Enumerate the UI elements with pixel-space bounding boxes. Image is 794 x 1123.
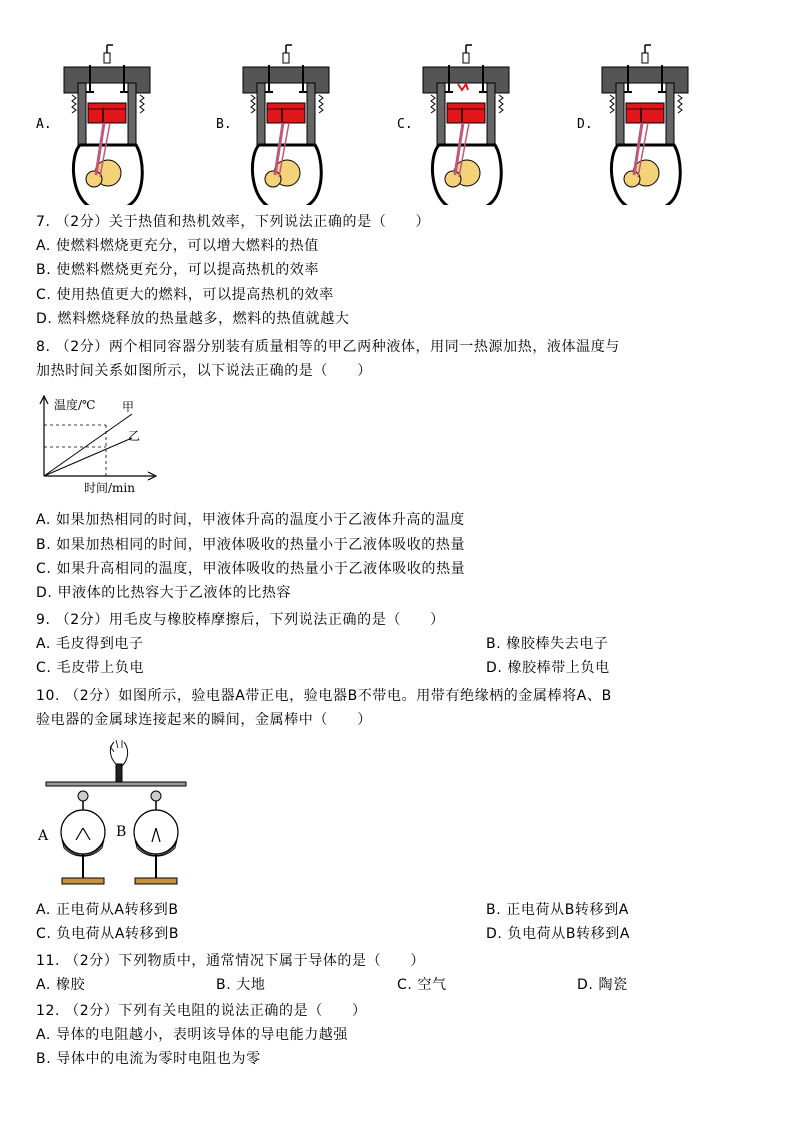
q8-option-b: B. 如果加热相同的时间，甲液体吸收的热量小于乙液体吸收的热量 [36,537,466,553]
q7-option-a: A. 使燃料燃烧更充分，可以增大燃料的热值 [36,238,319,254]
engine-figures [0,0,794,205]
q11-option-a: A. 橡胶 [36,977,86,993]
q7-option-c: C. 使用热值更大的燃料，可以提高热机的效率 [36,287,334,303]
q10-option-d: D. 负电荷从B转移到A [486,926,631,942]
q11-option-b: B. 大地 [216,977,266,993]
insulating-handle [116,764,122,782]
engine-label-b: B. [216,117,232,132]
electroscope-a-ball [78,791,88,801]
q12-stem: 12. （2分）下列有关电阻的说法正确的是（ ） [36,1003,367,1019]
q8-option-d: D. 甲液体的比热容大于乙液体的比热容 [36,585,292,601]
q12-option-a: A. 导体的电阻越小，表明该导体的导电能力越强 [36,1027,349,1043]
hand-icon [110,742,127,766]
electroscope-a-base [62,878,104,884]
metal-rod [46,782,186,786]
q12-option-b: B. 导体中的电流为零时电阻也为零 [36,1051,261,1067]
q9-option-c: C. 毛皮带上负电 [36,660,145,676]
q8-stem-line1: 8. （2分）两个相同容器分别装有质量相等的甲乙两种液体，用同一热源加热，液体温度与 [36,339,620,355]
q8-option-a: A. 如果加热相同的时间，甲液体升高的温度小于乙液体升高的温度 [36,512,465,528]
q7-stem: 7. （2分）关于热值和热机效率，下列说法正确的是（ ） [36,214,431,230]
engine-label-c: C. [397,117,413,132]
q9-option-b: B. 橡胶棒失去电子 [486,636,609,652]
q10-option-a: A. 正电荷从A转移到B [36,902,179,918]
figure-label-a: A [38,828,49,844]
engine-label-a: A. [36,117,52,132]
q10-option-c: C. 负电荷从A转移到B [36,926,180,942]
q11-stem: 11. （2分）下列物质中，通常情况下属于导体的是（ ） [36,953,426,969]
spark-icon [458,84,468,90]
q10-stem-line2: 验电器的金属球连接起来的瞬间，金属棒中（ ） [36,712,372,728]
q7-option-d: D. 燃料燃烧释放的热量越多，燃料的热值就越大 [36,311,350,327]
graph-series-yi: 乙 [128,429,141,443]
q8-stem-line2: 加热时间关系如图所示，以下说法正确的是（ ） [36,363,372,379]
q11-option-d: D. 陶瓷 [577,977,628,993]
electroscope-b-jar [134,810,178,854]
electroscope-a-jar [61,810,105,854]
graph-xlabel: 时间/min [84,481,135,495]
q7-option-b: B. 使燃料燃烧更充分，可以提高热机的效率 [36,262,320,278]
q8-option-c: C. 如果升高相同的温度，甲液体吸收的热量小于乙液体吸收的热量 [36,561,466,577]
graph-series-jia: 甲 [122,400,135,414]
line-yi [44,438,132,476]
q11-option-c: C. 空气 [397,977,447,993]
q10-option-b: B. 正电荷从B转移到A [486,902,629,918]
graph-ylabel: 温度/℃ [54,398,96,412]
figure-label-b: B [116,824,127,840]
electroscope-figure [36,736,196,894]
electroscope-b-ball [151,791,161,801]
q9-option-d: D. 橡胶棒带上负电 [486,660,610,676]
q9-stem: 9. （2分）用毛皮与橡胶棒摩擦后，下列说法正确的是（ ） [36,612,445,628]
engine-label-d: D. [577,117,593,132]
electroscope-b-base [135,878,177,884]
q9-option-a: A. 毛皮得到电子 [36,636,144,652]
q10-stem-line1: 10. （2分）如图所示，验电器A带正电，验电器B不带电。用带有绝缘柄的金属棒将A、B [36,688,612,704]
temperature-time-graph [36,392,176,498]
line-jia [44,414,132,476]
